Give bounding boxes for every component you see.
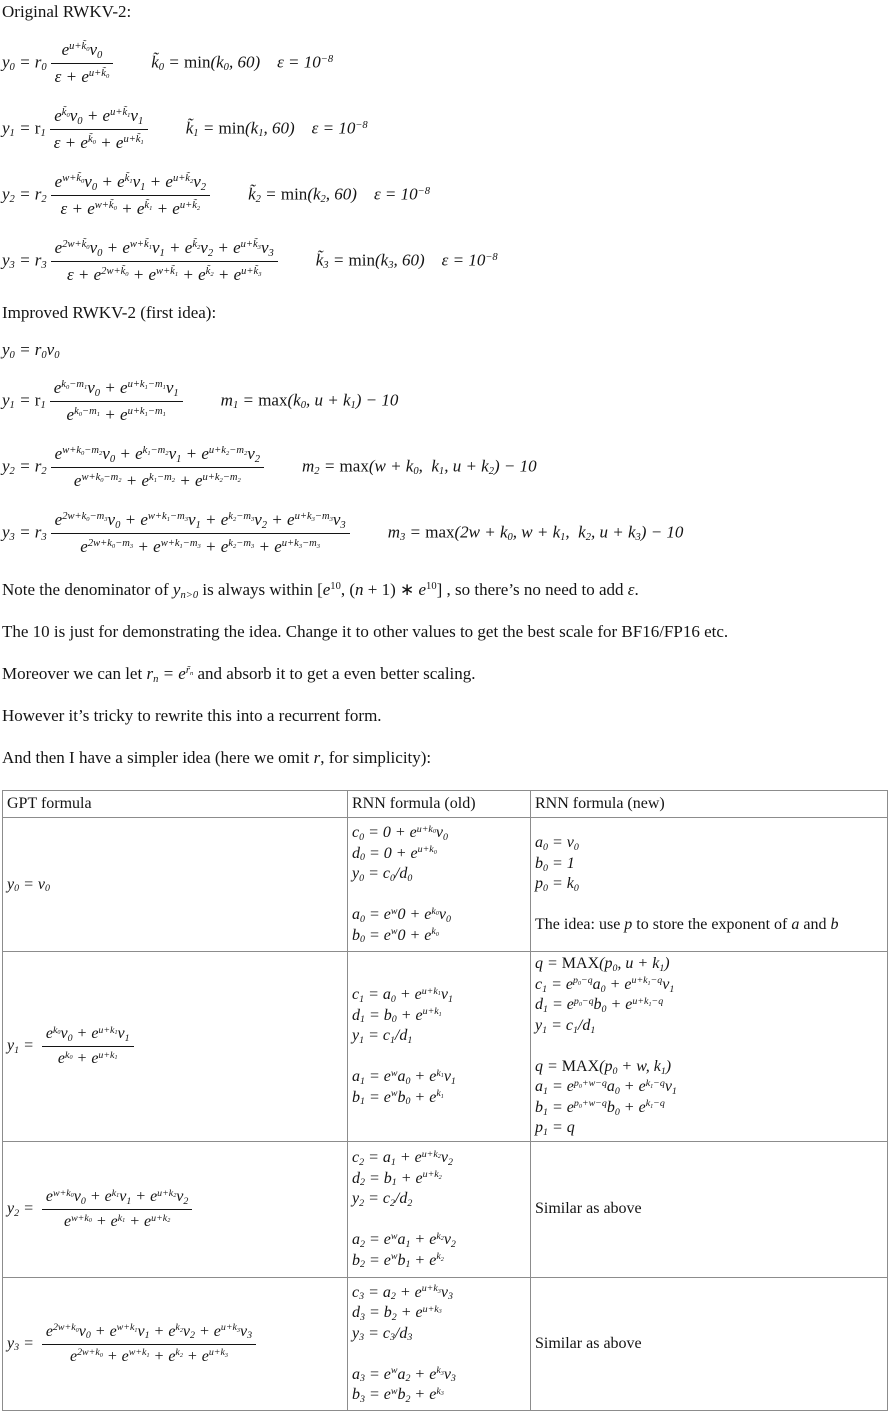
- blank-line: [352, 1344, 526, 1365]
- formula-table: [2, 790, 888, 1411]
- formula-line: $b_0 = 1$: [535, 854, 575, 874]
- table-header-cell: GPT formula: [3, 791, 348, 818]
- fraction: $\frac{e^{w+k_0}v_0 + e^{k_1}v_1 + e^{u+k_2}v_2}{e^{w+k_0} + e^{k_1} + e^{u+k_2}}$: [42, 1187, 193, 1232]
- formula-line: $d_1 = e^{p_0-q}b_0 + e^{u+k_1-q}$: [535, 995, 664, 1016]
- formula-line: $y_0 = c_0/d_0$: [352, 865, 413, 884]
- formula-line: $c_2 = a_1 + e^{u+k_2}v_2$: [352, 1148, 453, 1168]
- formula-line: $y_3 = c_3/d_3$: [352, 1324, 413, 1344]
- formula-line: $b_0 = e^w0 + e^{k_0}$: [352, 926, 439, 946]
- rnn-old-cell: [348, 952, 531, 1142]
- notes: [2, 580, 888, 768]
- formula-line: $b_3 = e^wb_2 + e^{k_3}$: [352, 1385, 444, 1405]
- original-formulas: [2, 39, 888, 286]
- note-paragraph: However it’s tricky to rewrite this into a recurrent form.: [2, 706, 382, 725]
- table-header-cell: RNN formula (old): [348, 791, 531, 818]
- table-row: [3, 1278, 888, 1411]
- formula-line: Similar as above: [535, 1200, 642, 1218]
- formula-line: Similar as above: [535, 1334, 642, 1352]
- formula-line: The idea: use p to store the exponent of a and b: [535, 916, 839, 934]
- formula-line: $y_0 = r_0$ $\frac{e^{u+k̃_0}v_0}{\varepsilon + e^{u+k̃_0}}$ $k̃_0 = \min(k_0$, 60) $\varepsilon = 10^{-8}$: [2, 40, 334, 86]
- fraction: $\frac{e^{k_0-m_1}v_0 + e^{u+k_1-m_1}v_1}{e^{k_0-m_1} + e^{u+k_1-m_1}}$: [50, 377, 183, 426]
- fraction: $\frac{e^{u+k̃_0}v_0}{\varepsilon + e^{u+k̃_0}}$: [51, 39, 114, 88]
- note-paragraph: The 10 is just for demonstrating the idea. Change it to other values to get the best scale for BF16/FP16 etc.: [2, 622, 729, 641]
- formula-line: $q = MAX(p_0 + w$, $k_1$): [535, 1057, 672, 1077]
- fraction: $\frac{e^{2w+k_0}v_0 + e^{w+k_1}v_1 + e^{k_2}v_2 + e^{u+k_3}v_3}{e^{2w+k_0} + e^{w+k_1} + e^{k_2} + e^{u+k_3}}$: [42, 1322, 256, 1367]
- formula-line: $y_2 = r_2$ $\frac{e^{w+k_0-m_2}v_0 + e^{k_1-m_2}v_1 + e^{u+k_2-m_2}v_2}{e^{w+k_0-m_2} + e^{k_1-m_2} + e^{u+k_2-m_2}}$ $m_2 = \max(w + k_0$, $k_1$, $u + k_2) - 10$: [2, 444, 537, 490]
- formula-line: $c_0 = 0 + e^{u+k_0}v_0$: [352, 823, 448, 843]
- rnn-old-cell: [348, 1278, 531, 1411]
- formula-line: $d_1 = b_0 + e^{u+k_1}$: [352, 1006, 442, 1026]
- blank-line: [352, 1210, 526, 1231]
- blank-line: [535, 895, 883, 916]
- formula-line: $y_1 = r_1$ $\frac{e^{k_0-m_1}v_0 + e^{u+k_1-m_1}v_1}{e^{k_0-m_1} + e^{u+k_1-m_1}}$ $m_1 = \max(k_0$, $u + k_1) - 10$: [2, 378, 399, 424]
- fraction: $\frac{e^{2w+k_0-m_3}v_0 + e^{w+k_1-m_3}v_1 + e^{k_2-m_3}v_2 + e^{u+k_3-m_3}v_3}{e^{2w+k_0-m_3} + e^{w+k_1-m_3} + e^{k_2-m_3} + e^{u+k_3-m_3}}$: [51, 509, 350, 558]
- formula-line: $d_3 = b_2 + e^{u+k_3}$: [352, 1303, 442, 1323]
- table-row: [3, 818, 888, 952]
- fraction: $\frac{e^{k_0}v_0 + e^{u+k_1}v_1}{e^{k_0} + e^{u+k_1}}$: [42, 1024, 134, 1069]
- gpt-formula-cell: $y_2$ = $\frac{e^{w+k_0}v_0 + e^{k_1}v_1 + e^{u+k_2}v_2}{e^{w+k_0} + e^{k_1} + e^{u+k_2}}$: [3, 1142, 348, 1278]
- formula-line: $y_0 = r_0v_0$: [2, 340, 60, 361]
- table-row: [3, 952, 888, 1142]
- formula-line: $a_1 = e^{p_0+w-q}a_0 + e^{k_1-q}v_1$: [535, 1077, 677, 1098]
- rnn-new-cell: [531, 818, 888, 952]
- rnn-old-cell: [348, 1142, 531, 1278]
- formula-line: $d_0 = 0 + e^{u+k_0}$: [352, 844, 437, 864]
- blank-line: [352, 1047, 526, 1068]
- gpt-formula-cell: $y_3$ = $\frac{e^{2w+k_0}v_0 + e^{w+k_1}v_1 + e^{k_2}v_2 + e^{u+k_3}v_3}{e^{2w+k_0} + e^{w+k_1} + e^{k_2} + e^{u+k_3}}$: [3, 1278, 348, 1411]
- improved-formulas: [2, 340, 888, 558]
- original-heading: Original RWKV-2:: [2, 2, 132, 21]
- note-paragraph: Note the denominator of $y_{n>0}$ is always within [$e^{10}$, (n + 1) ∗ $e^{10}$] , so there’s no need to add ε.: [2, 580, 639, 601]
- formula-line: $b_1 = e^wb_0 + e^{k_1}$: [352, 1088, 444, 1108]
- formula-line: $p_0 = k_0$: [535, 875, 579, 895]
- table-header-cell: RNN formula (new): [531, 791, 888, 818]
- fraction: $\frac{e^{w+k̃_0}v_0 + e^{k̃_1}v_1 + e^{u+k̃_2}v_2}{\varepsilon + e^{w+k̃_0} + e^{k̃_1} + e^{u+k̃_2}}$: [51, 171, 210, 220]
- table-body: [3, 818, 888, 1411]
- improved-heading: Improved RWKV-2 (first idea):: [2, 303, 217, 322]
- formula-line: $y_1 = c_1/d_1$: [535, 1016, 596, 1036]
- table-row: [3, 1142, 888, 1278]
- rnn-old-cell: [348, 818, 531, 952]
- formula-line: $y_1 = r_1$ $\frac{e^{k̃_0}v_0 + e^{u+k̃_1}v_1}{\varepsilon + e^{k̃_0} + e^{u+k̃_1}}$ $k̃_1 = \min(k_1$, 60) $\varepsilon = 10^{-8}$: [2, 106, 368, 152]
- fraction: $\frac{e^{w+k_0-m_2}v_0 + e^{k_1-m_2}v_1 + e^{u+k_2-m_2}v_2}{e^{w+k_0-m_2} + e^{k_1-m_2} + e^{u+k_2-m_2}}$: [51, 443, 264, 492]
- blank-line: [535, 1036, 883, 1057]
- formula-line: $y_3 = r_3$ $\frac{e^{2w+k_0-m_3}v_0 + e^{w+k_1-m_3}v_1 + e^{k_2-m_3}v_2 + e^{u+k_3-m_3}v_3}{e^{2w+k_0-m_3} + e^{w+k_1-m_3} + e^{k_2-m_3} + e^{u+k_3-m_3}}$ $m_3 = \max(2w + k_0$, $w + k_1$, $k_2$, $u + k_3) - 10$: [2, 510, 684, 556]
- formula-line: $c_1 = a_0 + e^{u+k_1}v_1$: [352, 985, 453, 1005]
- formula-line: $d_2 = b_1 + e^{u+k_2}$: [352, 1169, 442, 1189]
- formula-line: $y_2 = c_2/d_2$: [352, 1190, 413, 1209]
- gpt-formula-cell: $y_0 = v_0$: [3, 818, 348, 952]
- formula-line: $p_1 = q$: [535, 1119, 575, 1139]
- table-header-row: [3, 791, 888, 818]
- fraction: $\frac{e^{2w+k̃_0}v_0 + e^{w+k̃_1}v_1 + e^{k̃_2}v_2 + e^{u+k̃_3}v_3}{\varepsilon + e^{2w+k̃_0} + e^{w+k̃_1} + e^{k̃_2} + e^{u+k̃_3}}$: [51, 237, 278, 286]
- formula-line: $a_1 = e^wa_0 + e^{k_1}v_1$: [352, 1067, 456, 1087]
- formula-line: $y_1 = c_1/d_1$: [352, 1027, 413, 1046]
- rnn-new-cell: [531, 1142, 888, 1278]
- formula-line: $b_2 = e^wb_1 + e^{k_2}$: [352, 1251, 444, 1271]
- formula-line: $y_3 = r_3$ $\frac{e^{2w+k̃_0}v_0 + e^{w+k̃_1}v_1 + e^{k̃_2}v_2 + e^{u+k̃_3}v_3}{\varepsilon + e^{2w+k̃_0} + e^{w+k̃_1} + e^{k̃_2} + e^{u+k̃_3}}$ $k̃_3 = \min(k_3$, 60) $\varepsilon = 10^{-8}$: [2, 238, 498, 284]
- formula-line: $a_3 = e^wa_2 + e^{k_3}v_3$: [352, 1365, 456, 1385]
- formula-line: $y_2 = r_2$ $\frac{e^{w+k̃_0}v_0 + e^{k̃_1}v_1 + e^{u+k̃_2}v_2}{\varepsilon + e^{w+k̃_0} + e^{k̃_1} + e^{u+k̃_2}}$ $k̃_2 = \min(k_2$, 60) $\varepsilon = 10^{-8}$: [2, 172, 431, 218]
- formula-line: $q = MAX(p_0$, $u + k_1$): [535, 955, 670, 975]
- rnn-new-cell: [531, 1278, 888, 1411]
- blank-line: [352, 885, 526, 906]
- formula-line: $a_0 = e^w0 + e^{k_0}v_0$: [352, 905, 451, 925]
- formula-line: $c_1 = e^{p_0-q}a_0 + e^{u+k_1-q}v_1$: [535, 975, 675, 995]
- note-paragraph: And then I have a simpler idea (here we omit r, for simplicity):: [2, 748, 432, 767]
- formula-line: $a_0 = v_0$: [535, 834, 579, 854]
- formula-line: $a_2 = e^wa_1 + e^{k_2}v_2$: [352, 1230, 456, 1250]
- note-paragraph: Moreover we can let $r_n = e^{r̃_n}$ and absorb it to get a even better scaling.: [2, 664, 476, 685]
- formula-line: $c_3 = a_2 + e^{u+k_3}v_3$: [352, 1283, 453, 1303]
- gpt-formula-cell: $y_1$ = $\frac{e^{k_0}v_0 + e^{u+k_1}v_1}{e^{k_0} + e^{u+k_1}}$: [3, 952, 348, 1142]
- rnn-new-cell: [531, 952, 888, 1142]
- fraction: $\frac{e^{k̃_0}v_0 + e^{u+k̃_1}v_1}{\varepsilon + e^{k̃_0} + e^{u+k̃_1}}$: [50, 105, 148, 154]
- formula-line: $b_1 = e^{p_0+w-q}b_0 + e^{k_1-q}$: [535, 1098, 665, 1118]
